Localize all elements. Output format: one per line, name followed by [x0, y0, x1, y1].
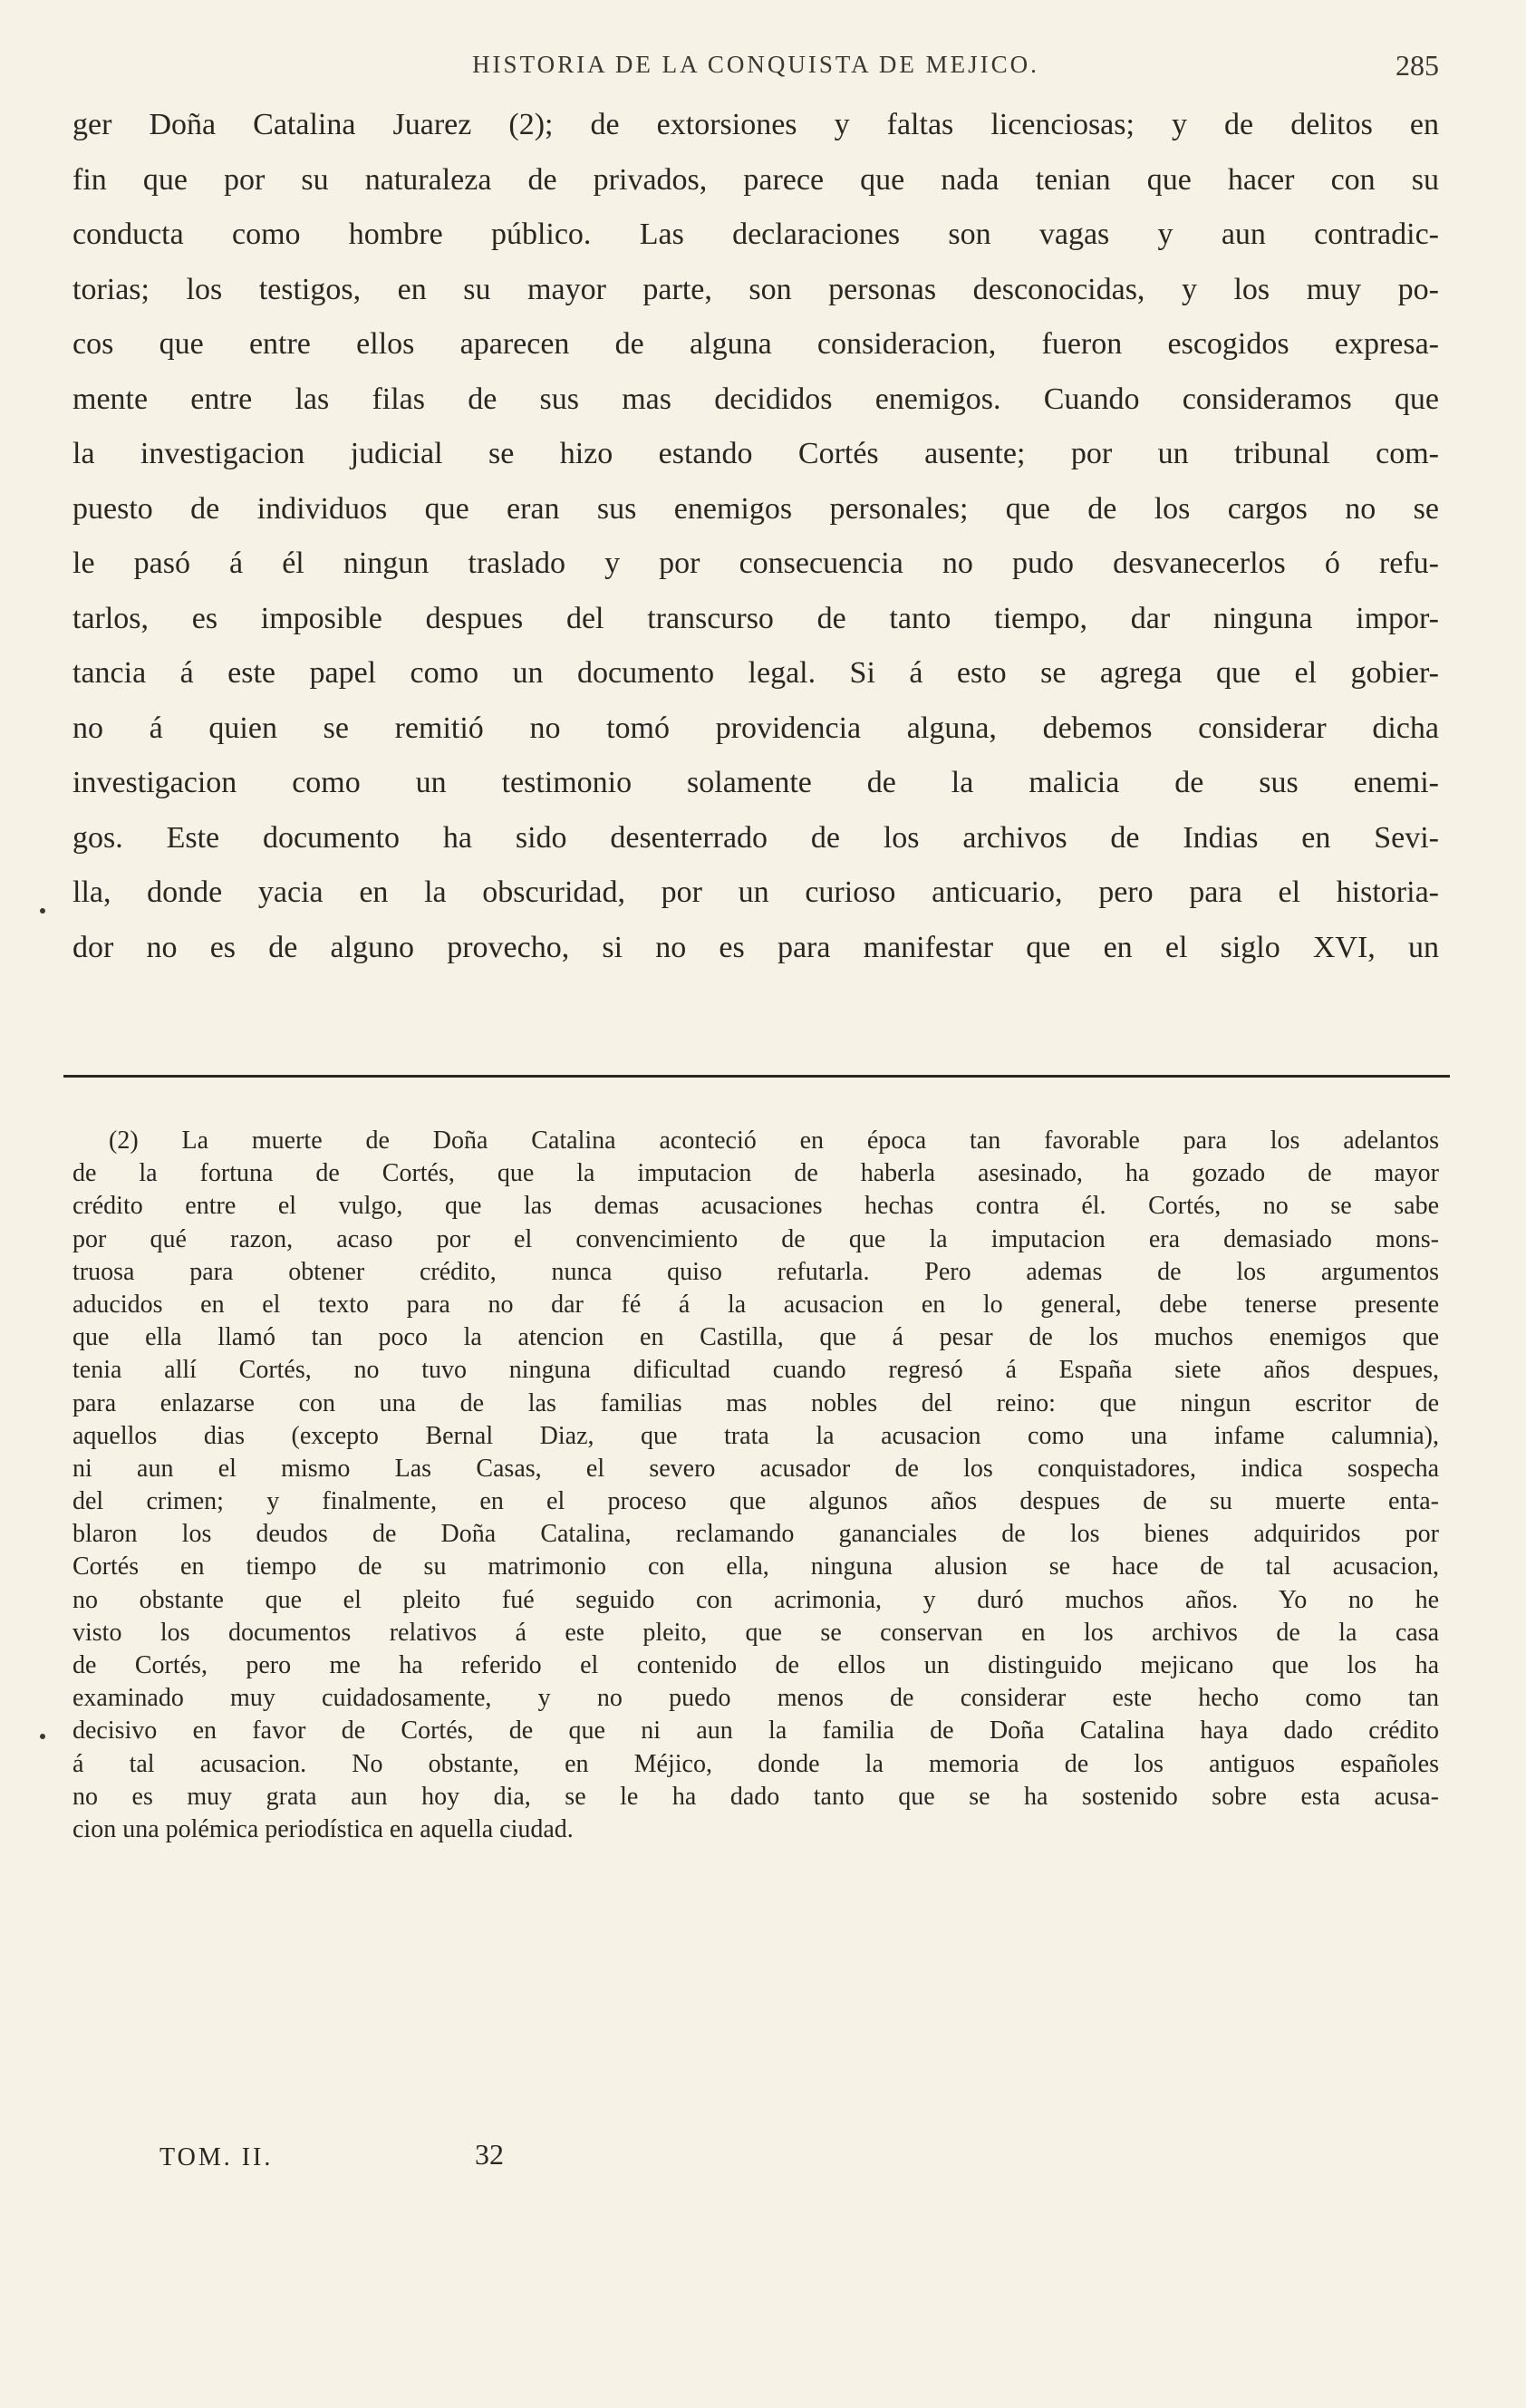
footnote-line: cion una polémica periodística en aquella ciudad.	[72, 1814, 574, 1843]
footnote-line: que ella llamó tan poco la atencion en Castilla, que á pesar de los muchos enemigos que	[72, 1323, 1439, 1352]
text-line: torias; los testigos, en su mayor parte, son personas desconocidas, y los muy po-	[72, 272, 1439, 306]
footnote-line: á tal acusacion. No obstante, en Méjico, donde la memoria de los antiguos españoles	[72, 1749, 1439, 1778]
footnote-line: (2) La muerte de Doña Catalina aconteció en época tan favorable para los adelantos	[109, 1127, 1439, 1155]
footnote-line: de la fortuna de Cortés, que la imputacion de haberla asesinado, ha gozado de mayor	[72, 1159, 1439, 1188]
text-line: conducta como hombre público. Las declaraciones son vagas y aun contradic-	[72, 218, 1439, 251]
footnote-line: de Cortés, pero me ha referido el contenido de ellos un distinguido mejicano que los ha	[72, 1651, 1439, 1679]
footnote-line: no es muy grata aun hoy dia, se le ha dado tanto que se ha sostenido sobre esta acusa-	[72, 1782, 1439, 1811]
text-line: lla, donde yacia en la obscuridad, por un curioso anticuario, pero para el historia-	[72, 875, 1439, 909]
volume-label: TOM. II.	[159, 2143, 274, 2171]
footnote-line: truosa para obtener crédito, nunca quiso refutarla. Pero ademas de los argumentos	[72, 1257, 1439, 1286]
running-head	[72, 51, 1439, 87]
text-line: tancia á este papel como un documento legal. Si á esto se agrega que el gobier-	[72, 656, 1439, 690]
sheet-number: 32	[475, 2138, 504, 2171]
text-line: mente entre las filas de sus mas decididos enemigos. Cuando consideramos que	[72, 382, 1439, 416]
text-line: la investigacion judicial se hizo estando Cortés ausente; por un tribunal com-	[72, 437, 1439, 470]
footnote-divider	[63, 1075, 1450, 1078]
text-line: gos. Este documento ha sido desenterrado de los archivos de Indias en Sevi-	[72, 820, 1439, 855]
footnote-line: Cortés en tiempo de su matrimonio con ella, ninguna alusion se hace de tal acusacion,	[72, 1552, 1439, 1581]
paper-speck	[40, 1734, 45, 1739]
text-line: fin que por su naturaleza de privados, parece que nada tenian que hacer con su	[72, 162, 1439, 197]
text-line: no á quien se remitió no tomó providencia alguna, debemos considerar dicha	[72, 711, 1439, 745]
footnote-line: decisivo en favor de Cortés, de que ni aun la familia de Doña Catalina haya dado crédito	[72, 1717, 1439, 1746]
text-line: tarlos, es imposible despues del transcurso de tanto tiempo, dar ninguna impor-	[72, 601, 1439, 635]
footnote-line: aducidos en el texto para no dar fé á la acusacion en lo general, debe tenerse presente	[72, 1290, 1439, 1319]
footnote-line: blaron los deudos de Doña Catalina, reclamando gananciales de los bienes adquiridos por	[72, 1520, 1439, 1549]
footnote-line: tenia allí Cortés, no tuvo ninguna dificultad cuando regresó á España siete años despues,	[72, 1356, 1439, 1385]
footnote-line: ni aun el mismo Las Casas, el severo acusador de los conquistadores, indica sospecha	[72, 1454, 1439, 1483]
footnote	[72, 1125, 1439, 1846]
text-line: investigacion como un testimonio solamente de la malicia de sus enemi-	[72, 766, 1439, 799]
text-line: le pasó á él ningun traslado y por consecuencia no pudo desvanecerlos ó refu-	[72, 546, 1439, 580]
footnote-line: del crimen; y finalmente, en el proceso que algunos años despues de su muerte enta-	[72, 1487, 1439, 1516]
paper-speck	[40, 908, 45, 914]
signature-mark	[159, 2138, 540, 2180]
footnote-line: visto los documentos relativos á este pleito, que se conservan en los archivos de la casa	[72, 1618, 1439, 1647]
footnote-line: para enlazarse con una de las familias mas nobles del reino: que ningun escritor de	[72, 1388, 1439, 1417]
footnote-line: por qué razon, acaso por el convencimiento de que la imputacion era demasiado mons-	[72, 1224, 1439, 1253]
text-line: cos que entre ellos aparecen de alguna consideracion, fueron escogidos expresa-	[72, 327, 1439, 361]
footnote-line: no obstante que el pleito fué seguido con acrimonia, y duró muchos años. Yo no he	[72, 1585, 1439, 1614]
page-number: 285	[1396, 49, 1439, 82]
footnote-line: crédito entre el vulgo, que las demas acusaciones hechas contra él. Cortés, no se sabe	[72, 1192, 1439, 1221]
footnote-line: aquellos dias (excepto Bernal Diaz, que trata la acusacion como una infame calumnia),	[72, 1421, 1439, 1450]
running-title: HISTORIA DE LA CONQUISTA DE MEJICO.	[472, 51, 1039, 78]
text-line: dor no es de alguno provecho, si no es para manifestar que en el siglo XVI, un	[72, 930, 1439, 964]
text-line: puesto de individuos que eran sus enemigos personales; que de los cargos no se	[72, 491, 1439, 526]
footnote-line: examinado muy cuidadosamente, y no puedo menos de considerar este hecho como tan	[72, 1684, 1439, 1713]
text-line: ger Doña Catalina Juarez (2); de extorsiones y faltas licenciosas; y de delitos en	[72, 108, 1439, 141]
main-text	[72, 98, 1439, 975]
